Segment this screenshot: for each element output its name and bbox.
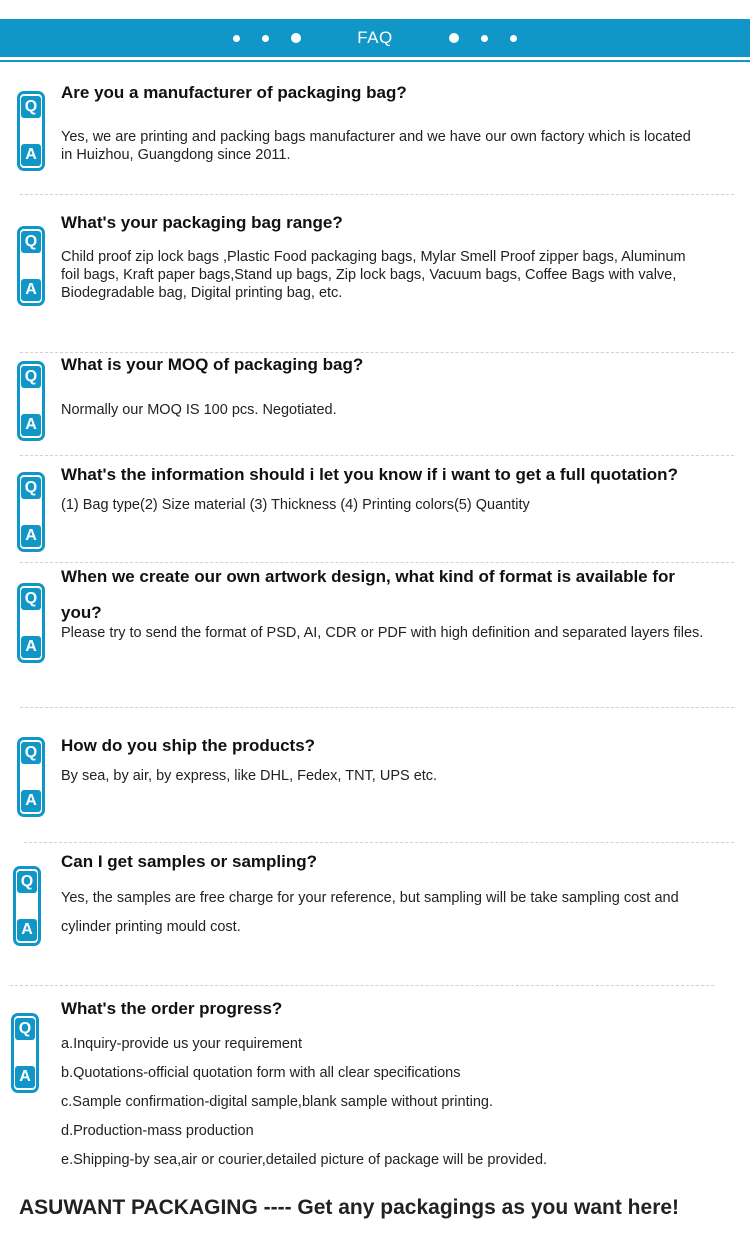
q-label: Q <box>17 871 37 893</box>
divider <box>24 842 734 843</box>
answer-line: b.Quotations-official quotation form with all clear specifications <box>61 1065 461 1081</box>
answer-line: cylinder printing mould cost. <box>61 919 241 935</box>
a-label: A <box>21 279 41 301</box>
divider <box>10 985 714 986</box>
answer-line: d.Production-mass production <box>61 1123 254 1139</box>
question-line: When we create our own artwork design, what kind of format is available for <box>61 567 676 586</box>
q-label: Q <box>21 588 41 610</box>
q-label: Q <box>21 366 41 388</box>
header-dots-left <box>233 33 323 43</box>
dot-icon <box>291 33 301 43</box>
faq-answer <box>61 401 337 419</box>
qa-badge-icon <box>11 1013 39 1093</box>
dot-icon <box>510 35 517 42</box>
answer-line: Normally our MOQ IS 100 pcs. Negotiated. <box>61 402 337 418</box>
header-dots-right <box>427 33 517 43</box>
faq-answer <box>61 128 691 164</box>
answer-line: a.Inquiry-provide us your requirement <box>61 1036 302 1052</box>
divider <box>20 352 734 353</box>
answer-line: Yes, the samples are free charge for your reference, but sampling will be take sampling cost and <box>61 890 679 906</box>
q-label: Q <box>21 742 41 764</box>
qa-badge-icon <box>17 91 45 171</box>
a-label: A <box>21 414 41 436</box>
divider <box>20 707 734 708</box>
header-underline <box>0 60 750 62</box>
divider <box>20 194 734 195</box>
faq-answer <box>61 767 437 785</box>
answer-line: Please try to send the format of PSD, AI, CDR or PDF with high definition and separated layers files. <box>61 625 704 641</box>
answer-line: (1) Bag type(2) Size material (3) Thickness (4) Printing colors(5) Quantity <box>61 497 530 513</box>
question-line: you? <box>61 603 102 622</box>
qa-badge-icon <box>17 737 45 817</box>
qa-badge-icon <box>17 226 45 306</box>
a-label: A <box>21 790 41 812</box>
answer-line: By sea, by air, by express, like DHL, Fedex, TNT, UPS etc. <box>61 768 438 784</box>
q-label: Q <box>21 231 41 253</box>
faq-question: Are you a manufacturer of packaging bag? <box>61 83 407 102</box>
answer-line: Biodegradable bag, Digital printing bag, etc. <box>61 285 343 301</box>
dot-icon <box>481 35 488 42</box>
q-label: Q <box>21 477 41 499</box>
dot-icon <box>233 35 240 42</box>
q-label: Q <box>21 96 41 118</box>
qa-badge-icon <box>17 472 45 552</box>
dot-icon <box>262 35 269 42</box>
faq-answer <box>61 624 703 642</box>
faq-answer <box>61 884 679 942</box>
answer-line: e.Shipping-by sea,air or courier,detailed picture of package will be provided. <box>61 1152 548 1168</box>
answer-line: in Huizhou, Guangdong since 2011. <box>61 147 291 163</box>
faq-question: What's the information should i let you know if i want to get a full quotation? <box>61 465 678 484</box>
faq-question <box>61 559 675 631</box>
a-label: A <box>21 525 41 547</box>
a-label: A <box>21 144 41 166</box>
answer-line: c.Sample confirmation-digital sample,blank sample without printing. <box>61 1094 493 1110</box>
a-label: A <box>21 636 41 658</box>
divider <box>20 455 734 456</box>
dot-icon <box>449 33 459 43</box>
a-label: A <box>15 1066 35 1088</box>
q-label: Q <box>15 1018 35 1040</box>
faq-question: How do you ship the products? <box>61 736 316 755</box>
answer-line: Child proof zip lock bags ,Plastic Food packaging bags, Mylar Smell Proof zipper bags, Aluminum <box>61 249 686 265</box>
faq-question: What is your MOQ of packaging bag? <box>61 355 364 374</box>
page-title: FAQ <box>357 28 393 47</box>
faq-answer <box>61 496 530 514</box>
answer-line: foil bags, Kraft paper bags,Stand up bags, Zip lock bags, Vacuum bags, Coffee Bags with valve, <box>61 267 677 283</box>
qa-badge-icon <box>17 583 45 663</box>
qa-badge-icon <box>17 361 45 441</box>
faq-question: Can I get samples or sampling? <box>61 852 318 871</box>
answer-line: Yes, we are printing and packing bags manufacturer and we have our own factory which is located <box>61 129 691 145</box>
faq-header-bar <box>0 19 750 57</box>
faq-answer <box>61 248 686 302</box>
qa-badge-icon <box>13 866 41 946</box>
faq-answer <box>61 1030 547 1175</box>
faq-question: What's your packaging bag range? <box>61 213 343 232</box>
a-label: A <box>17 919 37 941</box>
faq-question: What's the order progress? <box>61 999 283 1018</box>
footer-slogan: ASUWANT PACKAGING ---- Get any packagings as you want here! <box>19 1196 680 1219</box>
